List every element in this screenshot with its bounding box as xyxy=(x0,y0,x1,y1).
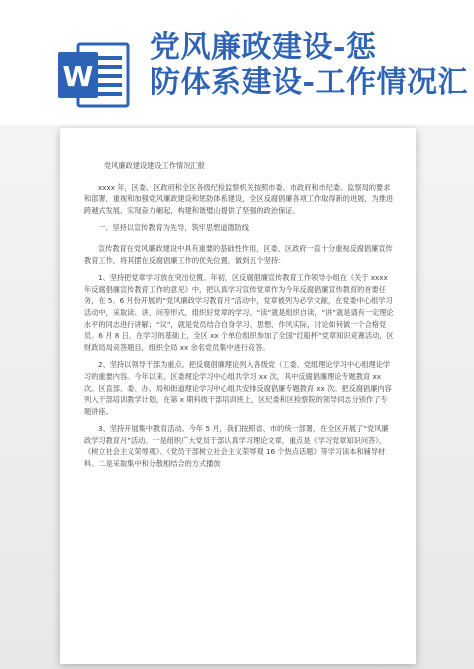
document-paragraph: 3、坚持开展集中教育活动。今年 5 月，我们按照省、市的统一部署，在全区开展了“党风廉政学习教育月”活动。一是组织广大党员干部认真学习理论文章，重点是《学习党章知识问答》、《树立社会主义荣辱观》、《党员干部树立社会主义荣辱观 16 个热点话题》等学习读本和辅导材料。二是采取集中和分散相结合的方式播放 xyxy=(84,424,389,469)
page-title-line1: 党风廉政建设-惩 xyxy=(150,30,377,65)
page-title-line2: 防体系建设-工作情况汇 xyxy=(150,65,468,100)
document-paragraph: 宣传教育在党风廉政建设中具有重要的基础性作用，区委、区政府一直十分重视反腐倡廉宣传教育工作，将其摆在反腐倡廉工作的优先位置，做到五个坚持： xyxy=(84,243,393,265)
document-paragraph: 2、坚持以领导干部为重点。把反腐倡廉理论列入各级党（工委、党组理论学习中心组理论学习的重要内容。今年以来，区委理论学习中心组共学习 xx 次，其中反腐倡廉理论专题教育 xx 次。区直部、委、办、局和街道理论学习中心组共安排反腐倡廉专题教育 xx 次。把反腐倡廉内容列入干部培训教学计划，在第 x 期科级干部培训班上，区纪委和区检察院的领导同志分别作了专题讲座。 xyxy=(84,360,392,416)
document-page xyxy=(60,128,416,664)
document-title: 党风廉政建设建设工作情况汇报 xyxy=(104,161,205,170)
header-banner xyxy=(0,0,474,125)
word-icon-letter: W xyxy=(62,60,94,93)
section-heading: 一、坚持以宣传教育为先导，筑牢思想道德防线 xyxy=(98,223,249,233)
word-document-icon xyxy=(56,40,130,110)
document-paragraph: 1、坚持把党章学习放在突出位置。年初，区反腐倡廉宣传教育工作领导小组在《关于 xxxx 年反腐倡廉宣传教育工作的意见》中，把认真学习宣传党章作为今年反腐倡廉宣传教育的首要任务，在 5、6 月份开展的“党风廉政学习教育月”活动中，党章被列为必学文献，在党委中心组学习活动中，采取读、讲、问等形式，组织好党章的学习。“读”就是组织自读，“讲”就是请有一定理论水平的同志进行讲解；“议”，就是党员结合自身学习、思想、作风实际，讨论如何做一个合格党员。6 月 8 日，在学习的基础上，全区 xx 个单位组织参加了全国“红船杯”党章知识竞赛活动，区财政局局竞答题目，组织全局 xx 余名党员集中进行竞答。 xyxy=(84,273,394,352)
document-body xyxy=(84,160,394,476)
document-paragraph: xxxx 年，区委、区政府和全区各级纪检监察机关按照市委、市政府和市纪委、监察局的要求和部署，重视和加强党风廉政建设和惩防体系建设，全区反腐倡廉各项工作取得新的进展，为推进跨越式发展、实现奋力崛起，构建和谐璧山提供了坚强的政治保证。 xyxy=(84,182,394,215)
